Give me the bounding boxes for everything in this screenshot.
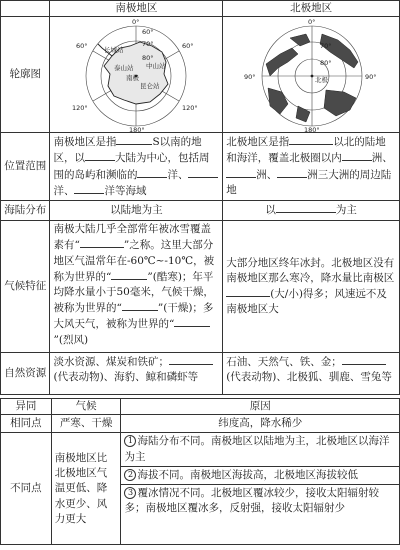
text: 石油、天然气、铁、金； bbox=[226, 356, 342, 369]
land-sea-label: 海陆分布 bbox=[1, 201, 50, 221]
text: (代表动物)、北极狐、驯鹿、雪兔等 bbox=[226, 371, 392, 384]
south-lon-label: 60° bbox=[181, 41, 194, 50]
corner-cell bbox=[1, 1, 50, 17]
south-lon-label: 60° bbox=[75, 41, 88, 50]
reason-item bbox=[121, 467, 399, 485]
south-map-cell bbox=[50, 17, 223, 133]
same-row bbox=[1, 415, 400, 433]
answer-blank bbox=[169, 354, 213, 365]
climate-row bbox=[1, 221, 400, 353]
land-sea-south: 以陆地为主 bbox=[50, 201, 223, 221]
climate-comparison-table bbox=[0, 398, 400, 545]
text: ”(干燥)；多大风天气，被称为世界的“ bbox=[53, 302, 214, 331]
header-row bbox=[1, 1, 400, 17]
antarctica-map bbox=[54, 18, 219, 132]
land-sea-row bbox=[1, 201, 400, 221]
answer-blank bbox=[277, 167, 307, 178]
position-north bbox=[223, 133, 400, 201]
answer-blank bbox=[116, 134, 152, 145]
position-south bbox=[50, 133, 223, 201]
reason-item bbox=[121, 433, 399, 466]
climate-south bbox=[50, 221, 223, 353]
north-map-cell bbox=[223, 17, 400, 133]
north-lon-label: 90° bbox=[244, 72, 256, 81]
north-lat-label: 80° bbox=[320, 58, 332, 67]
station-label: 泰山站 bbox=[113, 63, 134, 72]
resources-north bbox=[223, 353, 400, 395]
text: 洲、 bbox=[256, 168, 278, 181]
reason-item bbox=[121, 485, 399, 517]
north-pole-label: 北极 bbox=[315, 75, 329, 84]
land-sea-north bbox=[223, 201, 400, 221]
text: 为主 bbox=[335, 204, 357, 217]
header-south: 南极地区 bbox=[50, 1, 223, 17]
reason-text: 海陆分布不同。南极地区以陆地为主，北极地区以海洋为主 bbox=[124, 435, 390, 463]
text: 以北的陆地和海洋，覆盖北极圈以内 bbox=[226, 136, 386, 165]
north-lat-label: 70° bbox=[320, 41, 332, 50]
answer-blank bbox=[122, 300, 158, 311]
text: (代表动物)、海豹、鲸和磷虾等 bbox=[53, 371, 199, 384]
answer-blank bbox=[342, 354, 386, 365]
diff-reasons bbox=[121, 433, 400, 545]
text: 洋、 bbox=[53, 184, 75, 197]
station-label: 长城站 bbox=[103, 45, 124, 54]
answer-blank bbox=[276, 202, 336, 213]
text: 洋等海域 bbox=[104, 184, 147, 197]
south-lon-label: 120° bbox=[181, 103, 198, 112]
south-lat-label: 70° bbox=[141, 39, 154, 48]
outline-label: 轮廓图 bbox=[1, 17, 50, 133]
text: ”(酷寒)；年平均降水量小于50毫米，气候干燥，被称为世界的“ bbox=[53, 270, 214, 315]
resources-south bbox=[50, 353, 223, 395]
text: 大陆为中心，包括周围的岛屿和濒临的 bbox=[53, 152, 210, 181]
answer-blank bbox=[80, 237, 124, 248]
south-lon-label: 0° bbox=[131, 17, 140, 26]
answer-blank bbox=[137, 167, 167, 178]
number-circle: 1 bbox=[124, 435, 136, 447]
text: 北极地区是指 bbox=[226, 136, 290, 149]
text: 南极大陆几乎全部常年被冰雪覆盖素有“ bbox=[53, 223, 211, 252]
north-lon-label: 180° bbox=[304, 125, 320, 132]
same-climate: 严寒、干燥 bbox=[51, 415, 121, 433]
answer-blank bbox=[111, 269, 147, 280]
answer-blank bbox=[85, 150, 115, 161]
station-label: 南极 bbox=[125, 73, 139, 82]
text: 南极地区是指 bbox=[53, 136, 117, 149]
number-circle: 2 bbox=[124, 469, 136, 481]
header-similarity: 异同 bbox=[1, 399, 52, 415]
header-reason: 原因 bbox=[121, 399, 400, 415]
diff-label: 不同点 bbox=[1, 433, 52, 545]
header-north: 北极地区 bbox=[223, 1, 400, 17]
answer-blank bbox=[226, 286, 270, 297]
climate-label: 气候特征 bbox=[1, 221, 50, 353]
climate-north bbox=[223, 221, 400, 353]
answer-blank bbox=[226, 167, 256, 178]
answer-blank bbox=[174, 316, 210, 327]
text: 淡水资源、煤炭和铁矿； bbox=[53, 356, 169, 369]
answer-blank bbox=[289, 134, 333, 145]
text: 以 bbox=[265, 204, 276, 217]
resources-label: 自然资源 bbox=[1, 353, 50, 395]
table2-header-row bbox=[1, 399, 400, 415]
position-label: 位置范围 bbox=[1, 133, 50, 201]
south-lon-label: 180° bbox=[128, 125, 145, 132]
text: 洲三大洲的周边陆地 bbox=[226, 168, 392, 196]
diff-climate: 南极地区比北极地区气温更低、降水更少、风力更大 bbox=[51, 433, 121, 545]
arctic-map bbox=[226, 18, 396, 132]
resources-row bbox=[1, 353, 400, 395]
outline-row bbox=[1, 17, 400, 133]
text: ”之称。这里大部分地区气温常年在-60℃~-10℃，被称为世界的“ bbox=[53, 239, 215, 283]
number-circle: 3 bbox=[124, 487, 136, 499]
text: S以南的地区，以 bbox=[53, 136, 202, 165]
text: ”(烈风) bbox=[53, 333, 89, 346]
text: 洋、 bbox=[167, 168, 189, 181]
answer-blank bbox=[188, 167, 218, 178]
answer-blank bbox=[74, 183, 104, 194]
reason-text: 海拔不同。南极地区海拔高，北极地区海拔较低 bbox=[137, 468, 358, 481]
station-label: 昆仑站 bbox=[139, 81, 160, 90]
south-lat-label: 60° bbox=[141, 27, 154, 36]
station-label: 中山站 bbox=[145, 61, 166, 70]
reason-text: 覆冰情况不同。北极地区覆冰较少，接收太阳辐射较多；南极地区覆冰多，反射强，接收太阳辐射少 bbox=[124, 487, 379, 515]
diff-row bbox=[1, 433, 400, 545]
same-reason: 纬度高，降水稀少 bbox=[121, 415, 400, 433]
north-lon-label: 0° bbox=[308, 17, 316, 26]
header-climate: 气候 bbox=[51, 399, 121, 415]
position-row bbox=[1, 133, 400, 201]
text: 大部分地区终年冰封。北极地区没有南极地区那么寒冷，降水量比南极区 bbox=[226, 256, 395, 284]
text: (大/小)得多；风速远不及南极地区大 bbox=[226, 288, 387, 316]
text: 洲、 bbox=[371, 152, 393, 165]
answer-blank bbox=[342, 150, 372, 161]
south-lon-label: 120° bbox=[71, 103, 88, 112]
same-label: 相同点 bbox=[1, 415, 52, 433]
north-lon-label: 90° bbox=[365, 72, 377, 81]
south-lat-label: 80° bbox=[141, 53, 154, 62]
